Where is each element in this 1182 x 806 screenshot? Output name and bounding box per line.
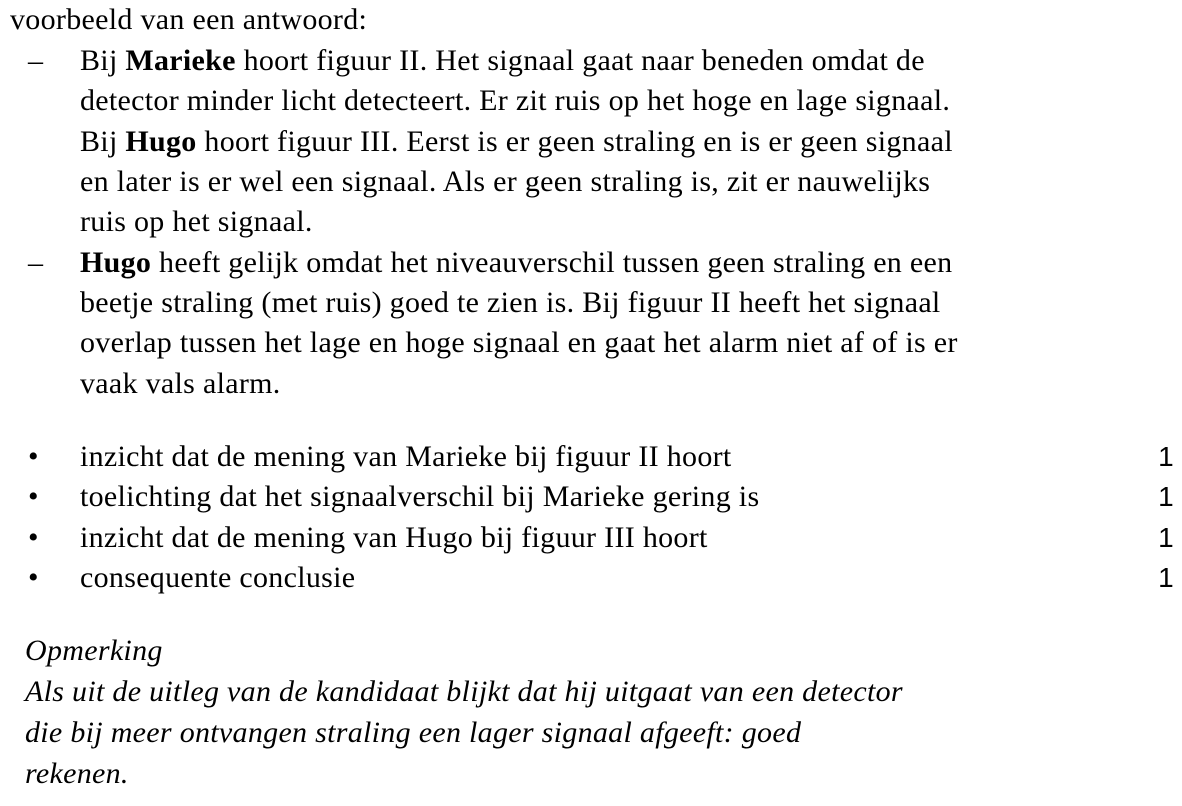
scoring-item-2: toelichting dat het signaalverschil bij Marieke gering is [80, 480, 760, 513]
remark-title: Opmerking [25, 634, 163, 667]
dash-marker: – [28, 44, 44, 77]
scoring-item-4: consequente conclusie [80, 561, 356, 594]
answer-item-2-line-4: vaak vals alarm. [80, 367, 281, 400]
answer-item-1-line-1 [80, 44, 925, 78]
answer-heading: voorbeeld van een antwoord: [10, 3, 368, 36]
answer-item-2-line-3: overlap tussen het lage en hoge signaal en gaat het alarm niet af of is er [80, 326, 958, 359]
bullet-marker: • [28, 480, 39, 513]
answer-item-1-line-3 [80, 125, 953, 159]
text-fragment: Bij [80, 125, 126, 158]
text-fragment: hoort figuur III. Eerst is er geen straling en is er geen signaal [196, 125, 953, 158]
answer-item-1-line-2: detector minder licht detecteert. Er zit ruis op het hoge en lage signaal. [80, 84, 951, 117]
dash-marker: – [28, 246, 44, 279]
name-marieke: Marieke [125, 44, 236, 77]
bullet-marker: • [28, 440, 39, 473]
scoring-points-2: 1 [1158, 481, 1174, 512]
scoring-points-1: 1 [1158, 441, 1174, 472]
answer-item-2-line-2: beetje straling (met ruis) goed te zien is. Bij figuur II heeft het signaal [80, 286, 941, 319]
scoring-item-1: inzicht dat de mening van Marieke bij figuur II hoort [80, 440, 732, 473]
remark-line-1: Als uit de uitleg van de kandidaat blijkt dat hij uitgaat van een detector [25, 675, 903, 708]
text-fragment: hoort figuur II. Het signaal gaat naar beneden omdat de [235, 44, 925, 77]
answer-item-2-line-1 [80, 246, 952, 280]
remark-line-2: die bij meer ontvangen straling een lager signaal afgeeft: goed [25, 716, 802, 749]
answer-item-1-line-4: en later is er wel een signaal. Als er geen straling is, zit er nauwelijks [80, 165, 931, 198]
bullet-marker: • [28, 521, 39, 554]
name-hugo: Hugo [80, 246, 152, 279]
text-fragment: Bij [80, 44, 126, 77]
scoring-item-3: inzicht dat de mening van Hugo bij figuur III hoort [80, 521, 708, 554]
remark-line-3: rekenen. [25, 757, 129, 790]
text-fragment: heeft gelijk omdat het niveauverschil tussen geen straling en een [151, 246, 953, 279]
bullet-marker: • [28, 561, 39, 594]
scoring-points-3: 1 [1158, 522, 1174, 553]
name-hugo: Hugo [125, 125, 197, 158]
answer-item-1-line-5: ruis op het signaal. [80, 205, 313, 238]
scoring-points-4: 1 [1158, 562, 1174, 593]
